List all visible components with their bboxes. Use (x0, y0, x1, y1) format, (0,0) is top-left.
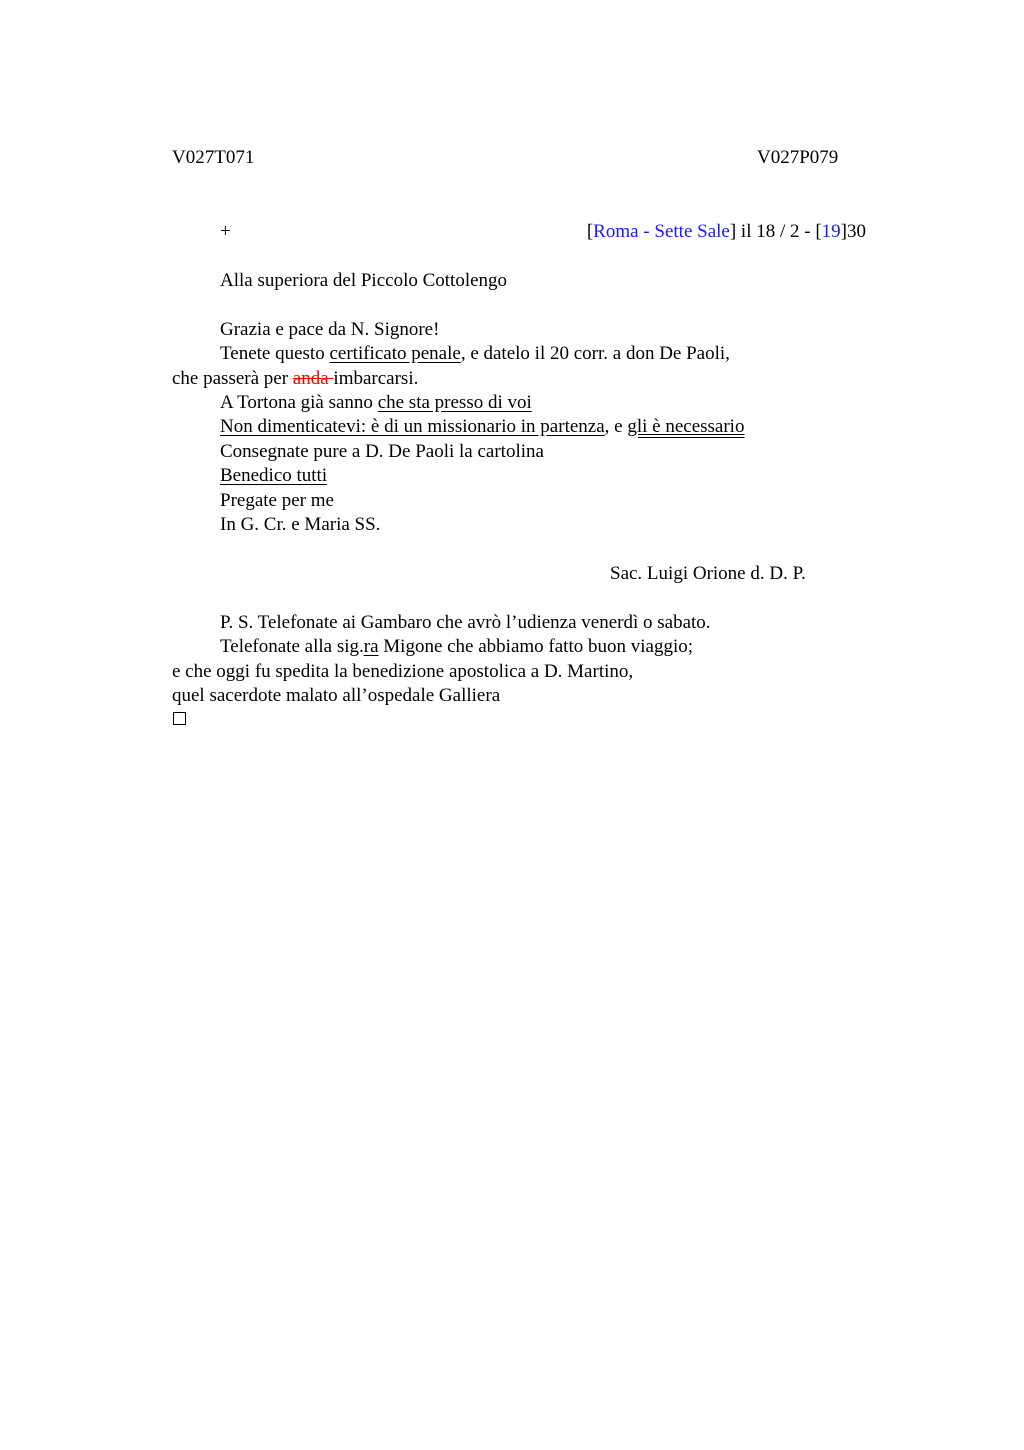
postscript-line-3: e che oggi fu spedita la benedizione apostolica a D. Martino, (172, 661, 634, 682)
end-box-icon (173, 712, 186, 725)
postscript-line-1: P. S. Telefonate ai Gambaro che avrò l’udienza venerdì o sabato. (220, 612, 711, 633)
underlined-certificato: certificato penale (329, 343, 461, 364)
dateline (587, 220, 866, 244)
body-line-2 (220, 342, 730, 366)
addressee: Alla superiora del Piccolo Cottolengo (220, 270, 508, 291)
signature: Sac. Luigi Orione d. D. P. (610, 563, 806, 584)
document-code-right: V027P079 (757, 147, 839, 168)
underlined-phrase: che sta presso di voi (377, 392, 532, 413)
body-line-5-mid: , e (604, 416, 628, 437)
dateline-year-end: ]30 (840, 221, 866, 242)
greeting: Grazia e pace da N. Signore! (220, 319, 440, 340)
document-code-left: V027T071 (172, 147, 255, 168)
struck-word: anda (292, 368, 334, 389)
body-line-8: Pregate per me (220, 490, 334, 511)
body-line-5 (220, 415, 744, 439)
body-line-4-start: A Tortona già sanno (220, 392, 378, 413)
body-line-7 (220, 464, 327, 488)
postscript-line-4: quel sacerdote malato all’ospedale Galliera (172, 685, 501, 706)
postscript-line-2-start: Telefonate alla sig. (220, 636, 364, 657)
body-line-3 (172, 367, 418, 391)
dateline-place: Roma - Sette Sale (593, 221, 730, 242)
underlined-missionario: Non dimenticatevi: è di un missionario in partenza (220, 416, 605, 437)
dateline-year-prefix: 19 (821, 221, 841, 242)
body-line-2-end: , e datelo il 20 corr. a don De Paoli, (460, 343, 730, 364)
body-line-6: Consegnate pure a D. De Paoli la cartolina (220, 441, 544, 462)
double-underlined-phrase: gli è necessario (627, 416, 745, 437)
body-line-9: In G. Cr. e Maria SS. (220, 514, 381, 535)
postscript-line-2 (220, 635, 693, 659)
dateline-bracket-open: [ (586, 221, 594, 242)
postscript-line-2-end: Migone che abbiamo fatto buon viaggio; (378, 636, 693, 657)
body-line-3-end: imbarcarsi. (333, 368, 419, 389)
body-line-2-start: Tenete questo (220, 343, 330, 364)
underlined-ra: ra (363, 636, 379, 657)
cross-mark: + (220, 221, 231, 242)
body-line-4 (220, 391, 532, 415)
dateline-date: ] il 18 / 2 - [ (729, 221, 822, 242)
body-line-3-start: che passerà per (172, 368, 293, 389)
underlined-benedico: Benedico tutti (220, 465, 328, 486)
